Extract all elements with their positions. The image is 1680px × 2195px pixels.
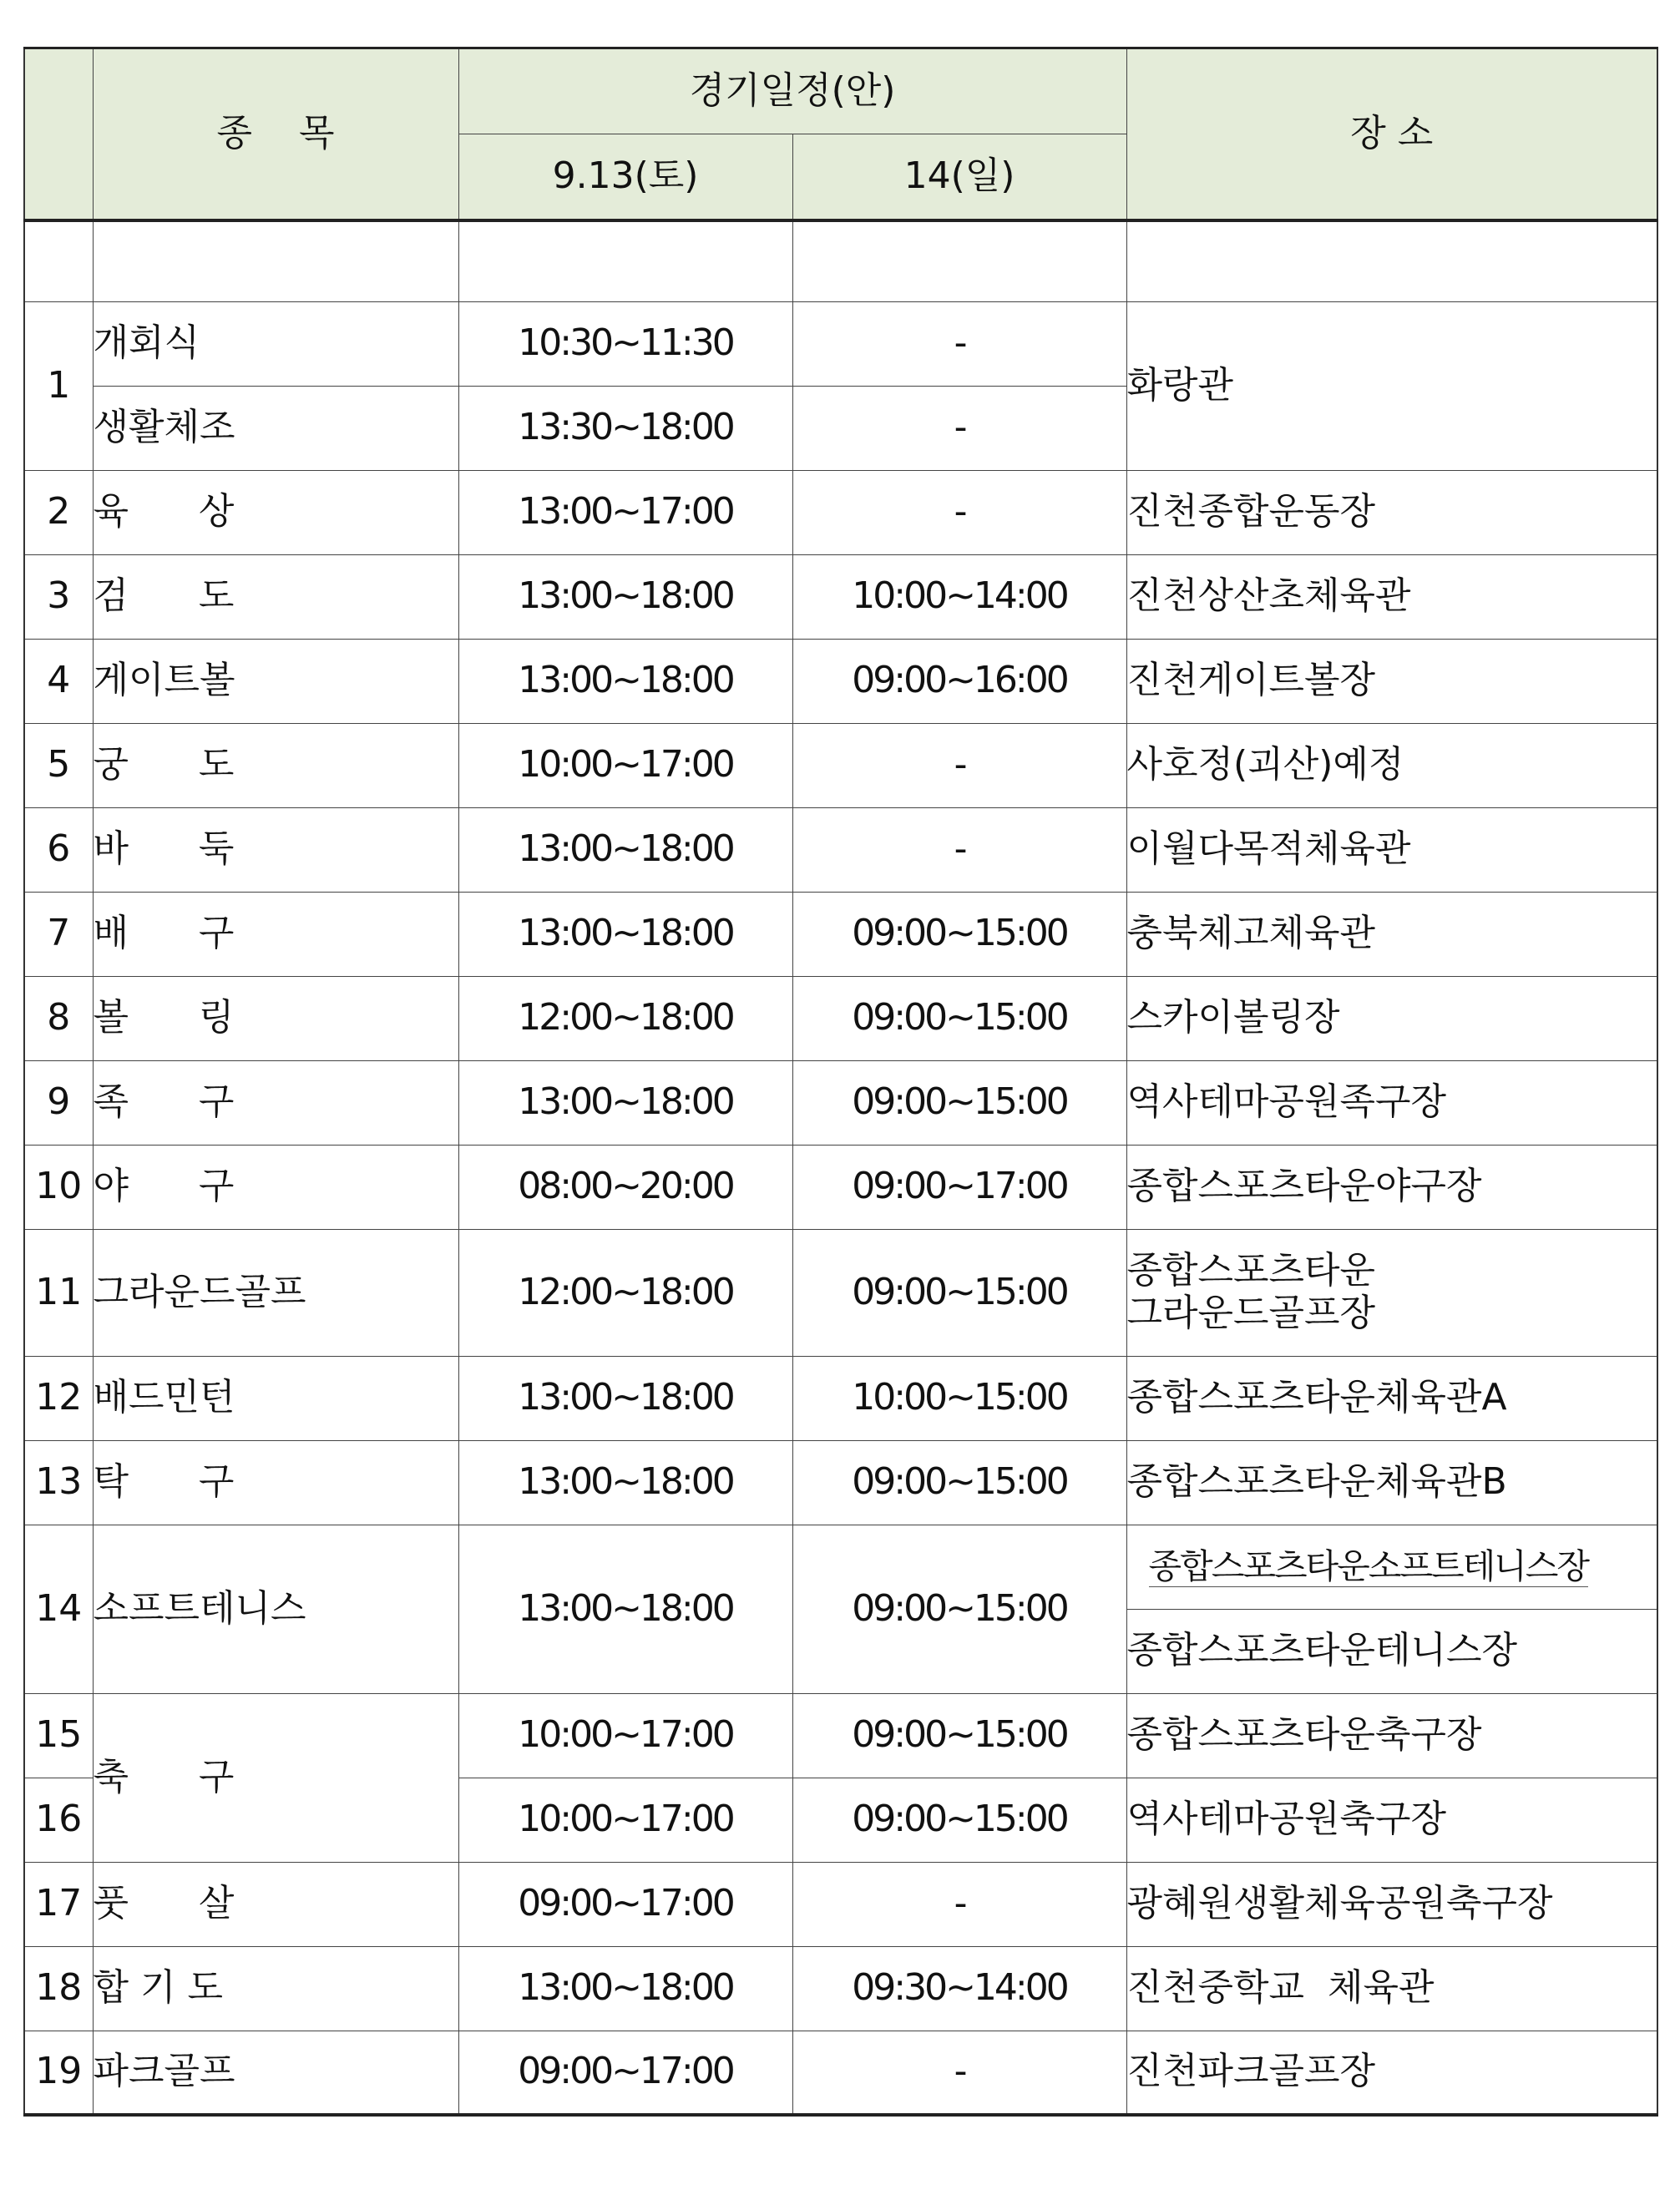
row-number: 10 [24,1145,93,1229]
table-row [24,1060,1657,1145]
row-number: 16 [24,1778,93,1862]
day2-time: 09:00~15:00 [792,1229,1126,1356]
event-name: 합 기 도 [93,1946,458,2031]
day2-time: 09:00~15:00 [792,1440,1126,1525]
event-name: 게이트볼 [93,639,458,723]
table-row [24,1693,1657,1778]
day1-time: 13:00~18:00 [458,554,792,639]
venue: 역사테마공원축구장 [1126,1778,1657,1862]
venue: 진천종합운동장 [1126,470,1657,554]
venue: 충북체고체육관 [1126,892,1657,976]
table-body [24,220,1657,2115]
day1-time: 12:00~18:00 [458,976,792,1060]
table-row [24,1440,1657,1525]
venue: 역사테마공원족구장 [1126,1060,1657,1145]
table-row [24,1862,1657,1946]
row-number: 5 [24,723,93,807]
day1-time: 13:00~18:00 [458,807,792,892]
table-row [24,1229,1657,1356]
schedule-table [23,47,1658,2117]
day2-time: 09:00~15:00 [792,1525,1126,1693]
row-number: 14 [24,1525,93,1693]
day2-time: - [792,301,1126,386]
row-number: 6 [24,807,93,892]
event-name: 파크골프 [93,2031,458,2115]
day2-time: 09:00~15:00 [792,1060,1126,1145]
day1-time: 13:00~18:00 [458,892,792,976]
header-event: 종 목 [93,48,458,221]
row-number: 18 [24,1946,93,2031]
day2-time: 09:00~16:00 [792,639,1126,723]
day1-time: 13:30~18:00 [458,386,792,470]
event-name: 생활체조 [93,386,458,470]
table-row [24,723,1657,807]
event-name: 궁 도 [93,723,458,807]
day2-time: 09:00~15:00 [792,1778,1126,1862]
row-number: 11 [24,1229,93,1356]
header-schedule: 경기일정(안) [458,48,1126,134]
event-name: 볼 링 [93,976,458,1060]
day2-time: - [792,470,1126,554]
table-row [24,1525,1657,1609]
event-name: 배 구 [93,892,458,976]
event-name: 소프트테니스 [93,1525,458,1693]
venue: 종합스포츠타운체육관B [1126,1440,1657,1525]
venue-text: 종합스포츠타운소프트테니스장 [1148,1545,1588,1586]
day2-time: 09:00~15:00 [792,892,1126,976]
venue: 종합스포츠타운체육관A [1126,1356,1657,1440]
row-number: 4 [24,639,93,723]
day2-time: 09:00~15:00 [792,1693,1126,1778]
header-venue: 장 소 [1126,48,1657,221]
row-number: 1 [24,301,93,470]
day2-time: - [792,386,1126,470]
row-number: 8 [24,976,93,1060]
row-number: 17 [24,1862,93,1946]
day1-time: 10:00~17:00 [458,1778,792,1862]
event-name: 그라운드골프 [93,1229,458,1356]
row-number: 7 [24,892,93,976]
header-no [24,48,93,221]
day2-time: 09:00~17:00 [792,1145,1126,1229]
day1-time: 13:00~18:00 [458,1060,792,1145]
table-row [24,892,1657,976]
day2-time: - [792,807,1126,892]
venue: 스카이볼링장 [1126,976,1657,1060]
table-header [24,48,1657,221]
event-name: 육 상 [93,470,458,554]
table-row [24,1145,1657,1229]
day1-time: 10:30~11:30 [458,301,792,386]
venue: 진천파크골프장 [1126,2031,1657,2115]
day2-time: - [792,723,1126,807]
day1-time: 10:00~17:00 [458,723,792,807]
table-row [24,976,1657,1060]
day2-time: 10:00~14:00 [792,554,1126,639]
day1-time: 12:00~18:00 [458,1229,792,1356]
venue: 사호정(괴산)예정 [1126,723,1657,807]
table-row [24,1356,1657,1440]
venue: 화랑관 [1126,301,1657,470]
day2-time: 10:00~15:00 [792,1356,1126,1440]
table-row [24,807,1657,892]
day1-time: 09:00~17:00 [458,1862,792,1946]
row-number: 19 [24,2031,93,2115]
venue: 진천중학교 체육관 [1126,1946,1657,2031]
venue [1126,1229,1657,1356]
row-number: 3 [24,554,93,639]
table-row [24,1946,1657,2031]
venue: 이월다목적체육관 [1126,807,1657,892]
venue: 광혜원생활체육공원축구장 [1126,1862,1657,1946]
header-day1: 9.13(토) [458,134,792,221]
venue [1126,1525,1657,1609]
day1-time: 13:00~17:00 [458,470,792,554]
row-number: 9 [24,1060,93,1145]
day1-time: 13:00~18:00 [458,1525,792,1693]
day2-time: - [792,1862,1126,1946]
table-row [24,554,1657,639]
table-row [24,2031,1657,2115]
table-row [24,301,1657,386]
venue-line1: 종합스포츠타운 [1126,1249,1376,1292]
venue: 진천상산초체육관 [1126,554,1657,639]
event-name: 축 구 [93,1693,458,1862]
event-name: 검 도 [93,554,458,639]
row-number: 13 [24,1440,93,1525]
day1-time: 13:00~18:00 [458,1946,792,2031]
event-name: 배드민턴 [93,1356,458,1440]
table-row [24,470,1657,554]
table-row [24,639,1657,723]
event-name: 족 구 [93,1060,458,1145]
row-number: 2 [24,470,93,554]
day1-time: 09:00~17:00 [458,2031,792,2115]
row-number: 15 [24,1693,93,1778]
event-name: 탁 구 [93,1440,458,1525]
day1-time: 13:00~18:00 [458,639,792,723]
venue-line2: 그라운드골프장 [1126,1292,1376,1334]
event-name: 풋 살 [93,1862,458,1946]
day1-time: 13:00~18:00 [458,1356,792,1440]
venue: 진천게이트볼장 [1126,639,1657,723]
table-row-blank [24,220,1657,301]
header-day2: 14(일) [792,134,1126,221]
day1-time: 13:00~18:00 [458,1440,792,1525]
venue: 종합스포츠타운축구장 [1126,1693,1657,1778]
day1-time: 10:00~17:00 [458,1693,792,1778]
row-number: 12 [24,1356,93,1440]
event-name: 바 둑 [93,807,458,892]
day1-time: 08:00~20:00 [458,1145,792,1229]
day2-time: 09:30~14:00 [792,1946,1126,2031]
venue: 종합스포츠타운테니스장 [1126,1609,1657,1693]
event-name: 야 구 [93,1145,458,1229]
event-name: 개회식 [93,301,458,386]
day2-time: - [792,2031,1126,2115]
day2-time: 09:00~15:00 [792,976,1126,1060]
venue: 종합스포츠타운야구장 [1126,1145,1657,1229]
